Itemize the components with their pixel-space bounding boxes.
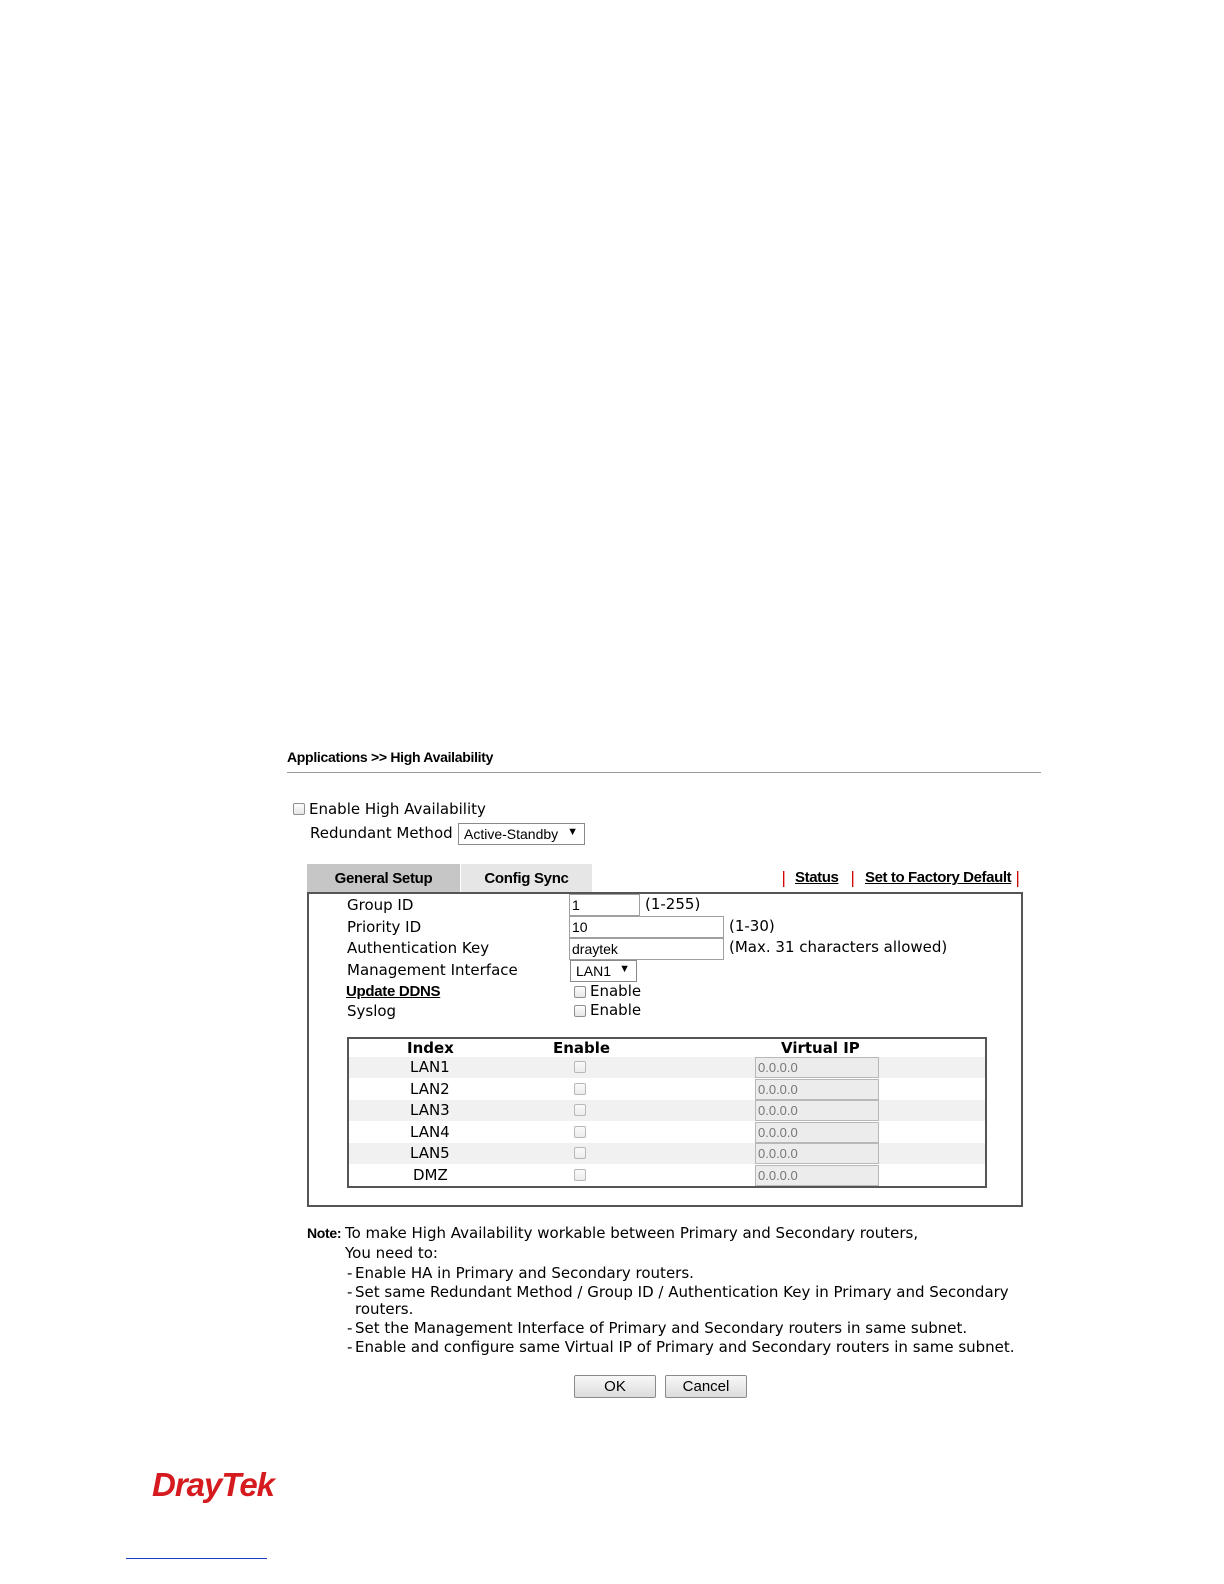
column-header-virtual-ip: Virtual IP — [781, 1039, 860, 1057]
note-dash: - — [347, 1319, 353, 1337]
status-link[interactable]: Status — [795, 869, 839, 886]
note-dash: - — [347, 1264, 353, 1282]
redundant-method-select[interactable] — [458, 823, 585, 845]
syslog-enable-label: Enable — [590, 1001, 642, 1019]
note-item: routers. — [355, 1300, 414, 1318]
note-item: Enable and configure same Virtual IP of Primary and Secondary routers in same subnet. — [355, 1338, 1015, 1356]
dropdown-arrow-icon: ▼ — [567, 826, 578, 838]
row-virtual-ip-input[interactable]: 0.0.0.0 — [755, 1100, 879, 1121]
row-index: LAN3 — [410, 1101, 450, 1119]
row-virtual-ip-input[interactable]: 0.0.0.0 — [755, 1079, 879, 1100]
link-separator: | — [1015, 868, 1021, 887]
group-id-input[interactable]: 1 — [569, 894, 640, 916]
note-dash: - — [347, 1283, 353, 1301]
dropdown-arrow-icon: ▼ — [619, 963, 630, 975]
mgmt-interface-value: LAN1 — [576, 963, 612, 979]
row-index: LAN4 — [410, 1123, 450, 1141]
link-separator: | — [850, 868, 856, 887]
column-header-index: Index — [407, 1039, 454, 1057]
row-index: LAN5 — [410, 1144, 450, 1162]
enable-ha-label: Enable High Availability — [309, 800, 486, 818]
mgmt-interface-label: Management Interface — [347, 961, 518, 979]
auth-key-label: Authentication Key — [347, 939, 490, 957]
group-id-label: Group ID — [347, 896, 414, 914]
row-enable-checkbox[interactable] — [574, 1083, 586, 1095]
link-separator: | — [781, 868, 787, 887]
ok-button[interactable]: OK — [574, 1375, 656, 1398]
auth-key-input[interactable]: draytek — [569, 938, 724, 960]
ddns-enable-label: Enable — [590, 982, 642, 1000]
row-enable-checkbox[interactable] — [574, 1104, 586, 1116]
enable-ha-checkbox[interactable] — [293, 803, 305, 815]
redundant-method-label: Redundant Method — [310, 824, 453, 842]
syslog-enable-checkbox[interactable] — [574, 1005, 586, 1017]
row-virtual-ip-input[interactable]: 0.0.0.0 — [755, 1165, 879, 1186]
row-virtual-ip-input[interactable]: 0.0.0.0 — [755, 1057, 879, 1078]
page-title: Applications >> High Availability — [287, 749, 494, 765]
note-item: Enable HA in Primary and Secondary routers. — [355, 1264, 694, 1282]
ddns-enable-checkbox[interactable] — [574, 986, 586, 998]
group-id-hint: (1-255) — [645, 895, 701, 913]
priority-id-hint: (1-30) — [729, 917, 775, 935]
cancel-button[interactable]: Cancel — [665, 1375, 747, 1398]
note-line: You need to: — [345, 1244, 438, 1262]
row-enable-checkbox[interactable] — [574, 1169, 586, 1181]
redundant-method-value: Active-Standby — [464, 826, 559, 842]
draytek-logo: DrayTek — [152, 1466, 275, 1503]
note-dash: - — [347, 1338, 353, 1356]
row-virtual-ip-input[interactable]: 0.0.0.0 — [755, 1143, 879, 1164]
row-enable-checkbox[interactable] — [574, 1147, 586, 1159]
mgmt-interface-select[interactable] — [570, 960, 637, 982]
syslog-label: Syslog — [347, 1002, 397, 1020]
row-enable-checkbox[interactable] — [574, 1061, 586, 1073]
priority-id-label: Priority ID — [347, 918, 422, 936]
note-label: Note: — [307, 1225, 342, 1241]
row-enable-checkbox[interactable] — [574, 1126, 586, 1138]
row-index: DMZ — [413, 1166, 448, 1184]
row-virtual-ip-input[interactable]: 0.0.0.0 — [755, 1122, 879, 1143]
factory-default-link[interactable]: Set to Factory Default — [865, 869, 1012, 886]
tab-general-setup[interactable]: General Setup — [307, 864, 460, 892]
tab-config-sync[interactable]: Config Sync — [461, 864, 592, 892]
note-item: Set the Management Interface of Primary and Secondary routers in same subnet. — [355, 1319, 968, 1337]
row-index: LAN1 — [410, 1058, 450, 1076]
column-header-enable: Enable — [553, 1039, 611, 1057]
note-line: To make High Availability workable between Primary and Secondary routers, — [345, 1224, 919, 1242]
row-index: LAN2 — [410, 1080, 450, 1098]
auth-key-hint: (Max. 31 characters allowed) — [729, 938, 948, 956]
footer-divider — [126, 1558, 267, 1559]
header-divider — [287, 772, 1041, 773]
note-item: Set same Redundant Method / Group ID / Authentication Key in Primary and Secondary — [355, 1283, 1009, 1301]
update-ddns-link[interactable]: Update DDNS — [346, 983, 441, 1000]
priority-id-input[interactable]: 10 — [569, 916, 724, 938]
